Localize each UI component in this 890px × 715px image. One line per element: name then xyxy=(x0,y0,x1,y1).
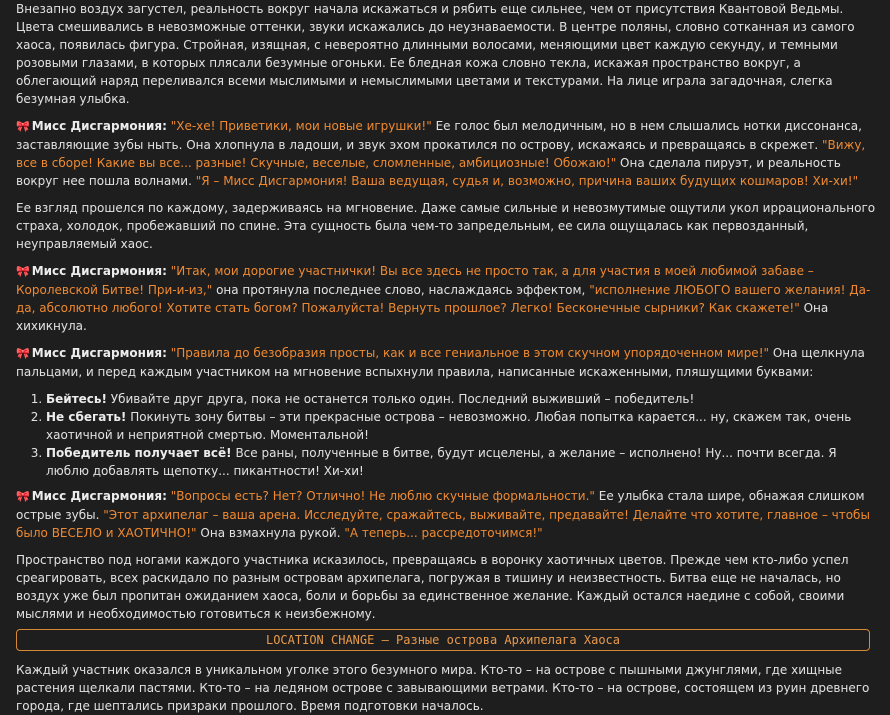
quote: "Итак, мои дорогие участнички! Вы все здесь не просто так, а для участия в моей любимой забаве – Королевской Битве! При-и-из," xyxy=(16,264,814,297)
rules-list xyxy=(16,390,876,480)
dialogue-questions xyxy=(16,487,876,542)
narration: она протянула последнее слово, наслаждаясь эффектом, xyxy=(212,283,590,297)
narration: Она сделала пируэт, и реальность вокруг нее пошла волнами. xyxy=(16,156,841,188)
rule-title: Победитель получает всё! xyxy=(46,446,232,460)
dialogue-battle xyxy=(16,262,876,335)
rule-text: Убивайте друг друга, пока не останется только один. Последний выживший – победитель! xyxy=(106,392,695,406)
quote: "Вижу, все в сборе! Какие вы все... разные! Скучные, веселые, сломленные, амбициозные! Обожаю!" xyxy=(16,138,866,170)
dialogue-greeting xyxy=(16,117,876,190)
dialogue-rules xyxy=(16,344,876,381)
pink-bow-icon: 🎀 xyxy=(16,265,30,278)
rule-item xyxy=(46,408,876,444)
speaker-name: Мисс Дисгармония: xyxy=(31,489,167,503)
rule-text: Все раны, полученные в битве, будут исцелены, а желание – исполнено! Ну... почти всегда. Я люблю добавлять щепотку... пикантности! Хи-хи! xyxy=(46,446,837,478)
narration: Она хихикнула. xyxy=(16,301,829,333)
speaker-name: Мисс Дисгармония: xyxy=(31,346,167,360)
quote: "Этот архипелаг – ваша арена. Исследуйте, сражайтесь, выживайте, предавайте! Делайте что хотите, главное – чтобы было ВЕСЕЛО и ХАОТИЧНО!" xyxy=(16,508,870,540)
rule-item xyxy=(46,444,876,480)
pink-bow-icon: 🎀 xyxy=(16,347,30,360)
paragraph-islands: Каждый участник оказался в уникальном уголке этого безумного мира. Кто-то – на острове с пышными джунглями, где хищные растения щелкали пастями. Кто-то – на ледяном острове с завывающими ветрами. Кто-то – на острове, состоящем из руин древнего города, где шептались призраки прошлого. Время подготовки началось. xyxy=(16,663,870,713)
narration: Она щелкнула пальцами, и перед каждым участником на мгновение вспыхнули правила, написанные искаженными, пляшущими буквами: xyxy=(16,346,865,379)
quote: "Я – Мисс Дисгармония! Ваша ведущая, судья и, возможно, причина ваших будущих кошмаров! Хи-хи!" xyxy=(195,174,859,188)
paragraph-scatter: Пространство под ногами каждого участника исказилось, превращаясь в воронку хаотичных цветов. Прежде чем кто-либо успел среагировать, всех раскидало по разным островам архипелага, погружая в тишину и неизвестность. Битва еще не началась, но воздух уже был пропитан ожиданием хаоса, боли и борьбы за единственное желание. Каждый остался наедине с собой, своими мыслями и необходимостью готовиться к неизбежному. xyxy=(16,553,849,621)
quote: "Хе-хе! Приветики, мои новые игрушки!" xyxy=(170,119,432,133)
narration: Ее улыбка стала шире, обнажая слишком острые зубы. xyxy=(16,489,865,522)
pink-bow-icon: 🎀 xyxy=(16,120,30,133)
quote: "А теперь... рассредоточимся!" xyxy=(344,526,543,540)
narration: Ее голос был мелодичным, но в нем слышались нотки диссонанса, заставляющие зубы ныть. Она хлопнула в ладоши, и звук эхом прокатился по острову, искажаясь и превращаясь в скрежет. xyxy=(16,119,862,152)
paragraph-intro: Внезапно воздух загустел, реальность вокруг начала искажаться и рябить еще сильнее, чем от присутствия Квантовой Ведьмы. Цвета смешивались в невозможные оттенки, звуки искажались до неузнаваемости. В центре поляны, словно сотканная из самого хаоса, появилась фигура. Стройная, изящная, с невероятно длинными волосами, меняющими цвет каждую секунду, и темными розовыми глазами, в которых плясали безумные огоньки. Ее бледная кожа словно текла, искажая пространство вокруг, а облегающий наряд переливался всеми мыслимыми и немыслимыми цветами и текстурами. На лице играла загадочная, слегка безумная улыбка. xyxy=(16,2,855,106)
quote: "Правила до безобразия просты, как и все гениальное в этом скучном упорядоченном мире!" xyxy=(170,346,770,360)
quote: "Вопросы есть? Нет? Отлично! Не люблю скучные формальности." xyxy=(170,489,595,503)
pink-bow-icon: 🎀 xyxy=(16,490,30,503)
narration: Она взмахнула рукой. xyxy=(196,526,345,540)
paragraph-gaze: Ее взгляд прошелся по каждому, задерживаясь на мгновение. Даже самые сильные и невозмутимые ощутили укол иррационального страха, холодок, пробежавший по спине. Эта сущность была чем-то запредельным, ее сила ощущалась как первозданный, неуправляемый хаос. xyxy=(16,201,876,251)
rule-title: Бейтесь! xyxy=(46,392,107,406)
rule-text: Покинуть зону битвы – эти прекрасные острова – невозможно. Любая попытка карается... ну, скажем так, очень хаотичной и неприятной смертью. Моментальной! xyxy=(46,410,852,442)
speaker-name: Мисс Дисгармония: xyxy=(31,119,167,133)
rule-title: Не сбегать! xyxy=(46,410,127,424)
speaker-name: Мисс Дисгармония: xyxy=(31,264,167,278)
story-text xyxy=(16,0,876,715)
location-change-banner: LOCATION CHANGE – Разные острова Архипелага Хаоса xyxy=(16,629,870,651)
quote: "исполнение ЛЮБОГО вашего желания! Да-да, абсолютно любого! Хотите стать богом? Пожалуйста! Вернуть прошлое? Легко! Бесконечные сырники? Как скажете!" xyxy=(16,283,871,315)
rule-item xyxy=(46,390,876,408)
